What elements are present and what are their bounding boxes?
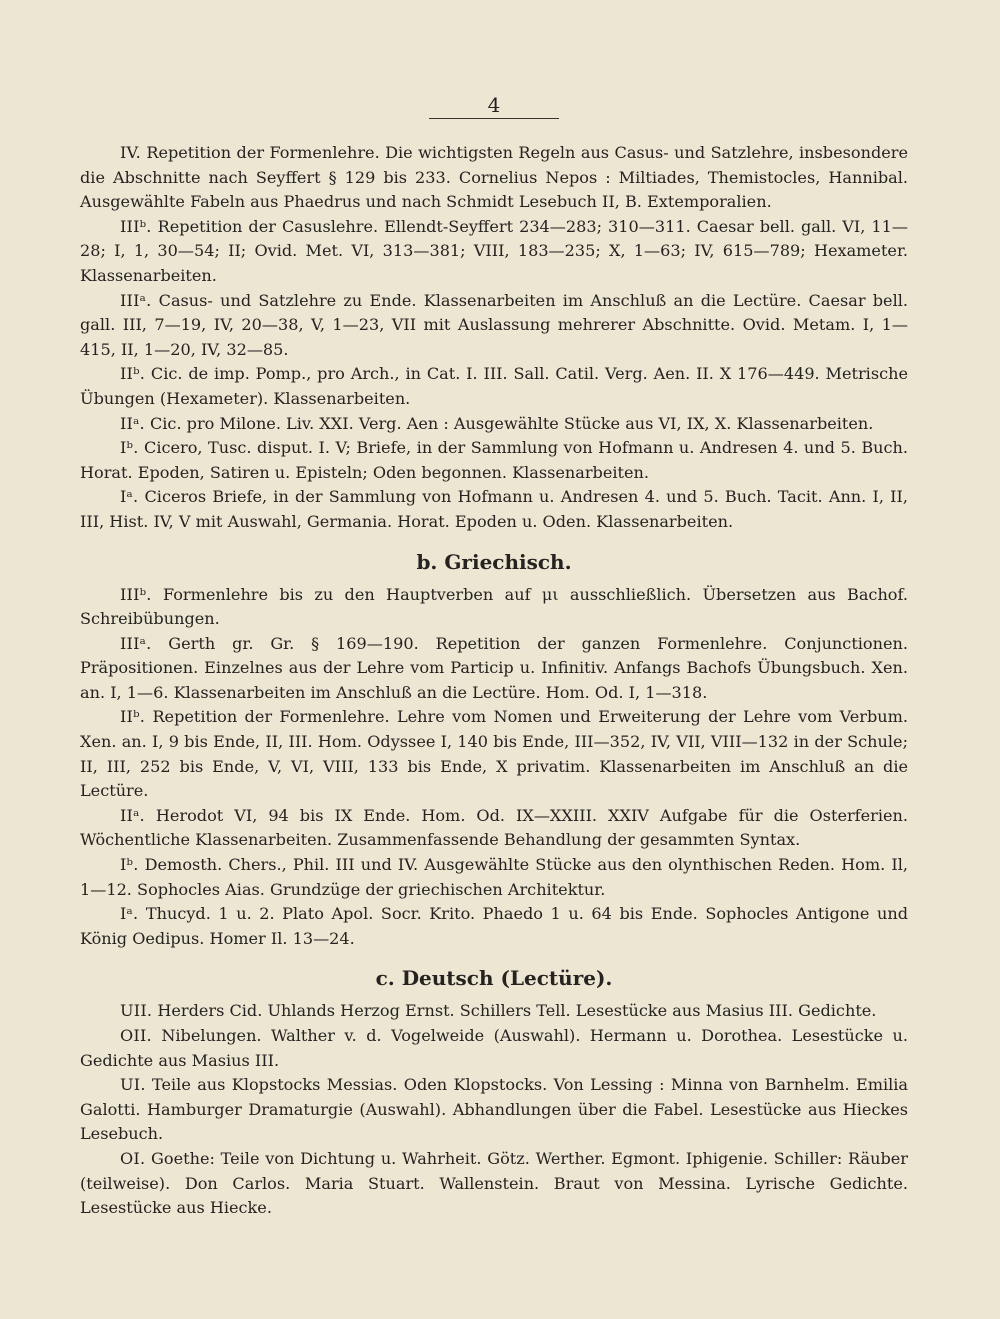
german-section: [80, 999, 908, 1220]
class-label: Iᵃ.: [120, 904, 139, 924]
paragraph-text: Thucyd. 1 u. 2. Plato Apol. Socr. Krito. Phaedo 1 u. 64 bis Ende. Sophocles Antigone und König Oedipus. Homer Il. 13—24.: [80, 904, 909, 948]
latin-paragraph-ib: [80, 436, 908, 485]
class-label: UI.: [120, 1075, 146, 1095]
german-paragraph-oi: [80, 1147, 908, 1221]
greek-heading: b. Griechisch.: [416, 549, 572, 574]
class-label: IIᵇ.: [120, 707, 146, 727]
greek-paragraph-iiib: [80, 583, 908, 632]
german-paragraph-uii: [80, 999, 908, 1024]
greek-paragraph-iib: [80, 705, 908, 803]
document-body: [80, 141, 908, 1221]
class-label: Iᵇ.: [120, 438, 139, 458]
latin-paragraph-iib: [80, 362, 908, 411]
latin-section: [80, 141, 908, 535]
latin-paragraph-iiia: [80, 289, 908, 363]
class-label: IIIᵃ.: [120, 290, 152, 310]
class-label: UII.: [120, 1001, 153, 1021]
greek-paragraph-ia: [80, 902, 908, 951]
greek-paragraph-iia: [80, 804, 908, 853]
class-label: IV.: [120, 143, 141, 162]
paragraph-text: Gerth gr. Gr. § 169—190. Repetition der ganzen Formenlehre. Conjunctionen. Präpositionen. Einzelnes aus der Lehre vom Particip u. Infinitiv. Anfangs Bachofs Übungsbuch. Xen. an. I, 1—6. Klassenarbeiten im Anschluß an die Lectüre. Hom. Od. I, 1—318.: [80, 633, 908, 702]
german-paragraph-oii: [80, 1024, 908, 1073]
greek-paragraph-iiia: [80, 632, 908, 706]
class-label: IIIᵃ.: [120, 633, 152, 653]
paragraph-text: Demosth. Chers., Phil. III und IV. Ausgewählte Stücke aus den olynthischen Reden. Hom. Il, 1—12. Sophocles Aias. Grundzüge der griechischen Architektur.: [80, 855, 908, 899]
paragraph-text: Goethe: Teile von Dichtung u. Wahrheit. Götz. Werther. Egmont. Iphigenie. Schiller: Räuber (teilweise). Don Carlos. Maria Stuart. Wallenstein. Braut von Messina. Lyrische Gedichte. Lesestücke aus Hiecke.: [80, 1148, 909, 1218]
paragraph-text: Repetition der Formenlehre. Die wichtigsten Regeln aus Casus- und Satzlehre, insbesondere die Abschnitte nach Seyffert § 129 bis 233. Cornelius Nepos : Miltiades, Themistocles, Hannibal. Ausgewählte Fabeln aus Phaedrus und nach Schmidt Lesebuch II, B. Extemporalien.: [80, 143, 908, 212]
german-heading: c. Deutsch (Lectüre).: [375, 966, 613, 991]
greek-paragraph-ib: [80, 853, 908, 902]
class-label: IIᵇ.: [120, 364, 146, 384]
class-label: OI.: [120, 1148, 146, 1168]
paragraph-text: Herodot VI, 94 bis IX Ende. Hom. Od. IX—XXIII. XXIV Aufgabe für die Osterferien. Wöchentliche Klassenarbeiten. Zusammenfassende Behandlung der gesammten Syntax.: [80, 805, 909, 850]
class-label: IIIᵇ.: [120, 216, 152, 236]
paragraph-text: Casus- und Satzlehre zu Ende. Klassenarbeiten im Anschluß an die Lectüre. Caesar bell. gall. III, 7—19, IV, 20—38, V, 1—23, VII mit Auslassung mehrerer Abschnitte. Ovid. Metam. I, 1—415, II, 1—20, IV, 32—85.: [80, 290, 908, 359]
class-label: Iᵇ.: [120, 855, 139, 875]
latin-paragraph-iia: [80, 412, 908, 437]
class-label: IIᵃ.: [120, 413, 145, 433]
paragraph-text: Cic. pro Milone. Liv. XXI. Verg. Aen : Ausgewählte Stücke aus VI, IX, X. Klassenarbeiten.: [149, 413, 874, 433]
paragraph-text: Cic. de imp. Pomp., pro Arch., in Cat. I. III. Sall. Catil. Verg. Aen. II. X 176—449. Metrische Übungen (Hexameter). Klassenarbeiten.: [80, 364, 908, 408]
class-label: IIᵃ.: [120, 805, 145, 825]
latin-paragraph-iv: [80, 141, 908, 215]
paragraph-text: Cicero, Tusc. disput. I. V; Briefe, in der Sammlung von Hofmann u. Andresen 4. und 5. Buch. Horat. Epoden, Satiren u. Episteln; Oden begonnen. Klassenarbeiten.: [80, 438, 909, 482]
class-label: OII.: [120, 1026, 152, 1045]
paragraph-text: Herders Cid. Uhlands Herzog Ernst. Schillers Tell. Lesestücke aus Masius III. Gedichte.: [157, 1001, 877, 1021]
paragraph-text: Ciceros Briefe, in der Sammlung von Hofmann u. Andresen 4. und 5. Buch. Tacit. Ann. I, II, III, Hist. IV, V mit Auswahl, Germania. Horat. Epoden u. Oden. Klassenarbeiten.: [80, 487, 908, 531]
class-label: Iᵃ.: [120, 487, 139, 507]
paragraph-text: Repetition der Casuslehre. Ellendt-Seyffert 234—283; 310—311. Caesar bell. gall. VI, 11—28; I, 1, 30—54; II; Ovid. Met. VI, 313—381; VIII, 183—235; X, 1—63; IV, 615—789; Hexameter. Klassenarbeiten.: [80, 216, 908, 285]
paragraph-text: Teile aus Klopstocks Messias. Oden Klopstocks. Von Lessing : Minna von Barnhelm. Emilia Galotti. Hamburger Dramaturgie (Auswahl). Abhandlungen über die Fabel. Lesestücke aus Hieckes Lesebuch.: [80, 1075, 908, 1144]
page-number: 4: [487, 93, 501, 117]
header-rule: [429, 118, 559, 119]
paragraph-text: Formenlehre bis zu den Hauptverben auf μι ausschließlich. Übersetzen aus Bachof. Schreibübungen.: [80, 584, 908, 629]
paragraph-text: Repetition der Formenlehre. Lehre vom Nomen und Erweiterung der Lehre vom Verbum. Xen. an. I, 9 bis Ende, II, III. Hom. Odyssee I, 140 bis Ende, III—352, IV, VII, VIII—132 in der Schule; II, III, 252 bis Ende, V, VI, VIII, 133 bis Ende, X privatim. Klassenarbeiten im Anschluß an die Lectüre.: [80, 707, 908, 801]
latin-paragraph-ia: [80, 485, 908, 534]
class-label: IIIᵇ.: [120, 584, 152, 604]
paragraph-text: Nibelungen. Walther v. d. Vogelweide (Auswahl). Hermann u. Dorothea. Lesestücke u. Gedichte aus Masius III.: [80, 1026, 908, 1070]
latin-paragraph-iiib: [80, 215, 908, 289]
german-paragraph-ui: [80, 1073, 908, 1147]
greek-section: [80, 583, 908, 952]
